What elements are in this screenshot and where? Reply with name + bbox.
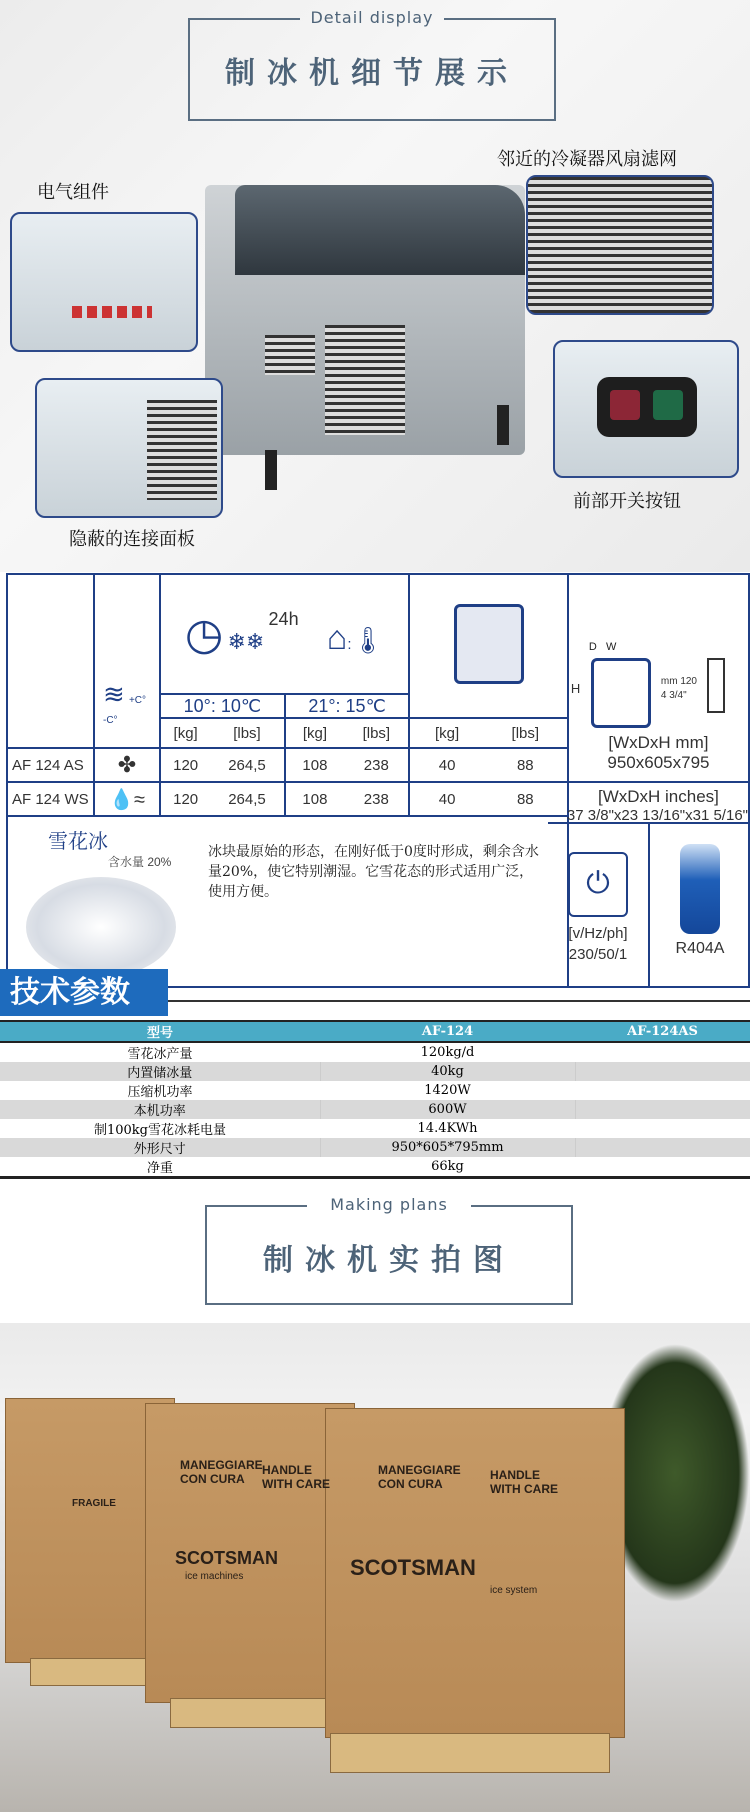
- cell: 108: [285, 782, 345, 816]
- unit: [kg]: [285, 718, 345, 748]
- model-name: AF 124 WS: [7, 782, 94, 816]
- unit: [lbs]: [484, 718, 568, 748]
- dim-w: W: [606, 641, 617, 653]
- table-row: [0, 1100, 750, 1119]
- unit: [kg]: [409, 718, 483, 748]
- param-name: 本机功率: [0, 1100, 320, 1119]
- detail-title: 制冰机细节展示: [225, 56, 519, 91]
- connection-panel-image: [35, 378, 223, 518]
- param-name: 制100kg雪花冰耗电量: [0, 1119, 320, 1138]
- param-name: 雪花冰产量: [0, 1042, 320, 1062]
- param-name: 净重: [0, 1157, 320, 1178]
- electrical-component-image: [10, 212, 198, 352]
- storage-bin-icon: [454, 604, 524, 684]
- table-row: [0, 1119, 750, 1138]
- param-name: 内置储冰量: [0, 1062, 320, 1081]
- dim-in-label: [WxDxH inches]: [597, 787, 719, 806]
- plans-title: 制冰机实拍图: [263, 1243, 515, 1278]
- dimension-diagram: [569, 653, 748, 733]
- param-name: 压缩机功率: [0, 1081, 320, 1100]
- fan-icon: ✤: [94, 748, 160, 782]
- unit: [lbs]: [210, 718, 284, 748]
- param-value: 14.4KWh: [320, 1119, 575, 1138]
- detail-title-box: [188, 8, 556, 121]
- thermometer-tap-icon: 🌡: [351, 624, 385, 655]
- box-text: ice system: [490, 1585, 538, 1596]
- cell: 238: [344, 782, 409, 816]
- refrigerant-cylinder-icon: [680, 844, 720, 934]
- plans-subtitle: Making plans: [330, 1195, 448, 1214]
- temp-minus: -C°: [103, 715, 118, 726]
- label-condenser: 邻近的冷凝器风扇滤网: [497, 149, 677, 170]
- box-text: MANEGGIARE CON CURA: [378, 1463, 461, 1491]
- condition-2: 21°: 15℃: [285, 694, 410, 718]
- unit: [lbs]: [344, 718, 409, 748]
- refrigerant-value: R404A: [675, 940, 725, 957]
- param-value: 40kg: [320, 1062, 575, 1081]
- cell: 264,5: [210, 748, 284, 782]
- condenser-filter-image: [526, 175, 714, 315]
- param-value: 600W: [320, 1100, 575, 1119]
- house-temp-icon: ⌂: [326, 618, 348, 657]
- box-text: HANDLE WITH CARE: [490, 1468, 558, 1496]
- ice-description: 冰块最原始的形态，在刚好低于0度时形成，剩余含水量20%，使它特别潮湿。它雪花态的形式适用广泛，使用方便。: [208, 844, 539, 900]
- dim-mm-label: [WxDxH mm]: [608, 733, 709, 752]
- evaporator-icon: ≋: [103, 679, 125, 709]
- box-text: FRAGILE: [72, 1498, 116, 1509]
- cell: 120: [160, 748, 210, 782]
- front-switch-image: [553, 340, 739, 478]
- water-icon: 💧≈: [94, 782, 160, 816]
- water-content: 含水量 20%: [108, 855, 172, 869]
- label-electrical: 电气组件: [37, 182, 109, 203]
- table-row: [0, 1062, 750, 1081]
- detail-subtitle: Detail display: [310, 8, 434, 27]
- param-value: 950*605*795mm: [320, 1138, 575, 1157]
- params-table: [0, 1020, 750, 1179]
- box-text: MANEGGIARE CON CURA: [180, 1458, 263, 1486]
- dim-mm-value: 950x605x795: [607, 753, 710, 772]
- header-cell: AF-124AS: [575, 1021, 750, 1042]
- dim-in-value: 37 3/8"x23 13/16"x31 5/16": [566, 807, 748, 824]
- cell: 238: [344, 748, 409, 782]
- dim-h: H: [570, 681, 581, 696]
- cell: 108: [285, 748, 345, 782]
- label-24h: 24h: [268, 608, 299, 629]
- label-panel: 隐蔽的连接面板: [69, 529, 195, 550]
- cell: 120: [160, 782, 210, 816]
- table-row: [0, 1157, 750, 1178]
- param-value: 66kg: [320, 1157, 575, 1178]
- temp-plus: +C°: [128, 695, 147, 706]
- header-cell: AF-124: [320, 1021, 575, 1042]
- detail-section: [0, 0, 750, 572]
- box-text: SCOTSMAN: [350, 1555, 476, 1580]
- tech-params-tab: 技术参数: [0, 969, 168, 1016]
- box-text: HANDLE WITH CARE: [262, 1463, 330, 1491]
- power-label: [v/Hz/ph]: [568, 925, 628, 942]
- box-text: SCOTSMAN: [175, 1548, 278, 1568]
- table-row: [0, 1042, 750, 1062]
- cell: 88: [484, 748, 568, 782]
- unit: [kg]: [160, 718, 210, 748]
- condition-1: 10°: 10℃: [160, 694, 285, 718]
- cell: 40: [409, 748, 483, 782]
- table-row: [0, 1081, 750, 1100]
- ice-pile-icon: ❄❄: [227, 628, 265, 654]
- param-value: 120kg/d: [320, 1042, 575, 1062]
- leg-in: 4 3/4": [660, 690, 687, 701]
- ice-type-name: 雪花冰: [48, 831, 108, 853]
- power-value: 230/50/1: [568, 946, 628, 963]
- dim-d: D: [588, 641, 597, 653]
- param-value: 1420W: [320, 1081, 575, 1100]
- table-row: [0, 1138, 750, 1157]
- plug-icon: ⏻: [568, 852, 628, 917]
- plans-title-box: [205, 1195, 573, 1305]
- refrigerant-cell: [650, 822, 750, 988]
- param-name: 外形尺寸: [0, 1138, 320, 1157]
- label-switch: 前部开关按钮: [573, 491, 681, 512]
- table-row: [7, 782, 749, 816]
- model-name: AF 124 AS: [7, 748, 94, 782]
- cell: 40: [409, 782, 483, 816]
- clock-icon: ◷: [184, 609, 224, 659]
- flake-ice-image: [26, 877, 176, 977]
- box-text: ice machines: [185, 1571, 244, 1582]
- cell: 264,5: [210, 782, 284, 816]
- power-cell: [548, 822, 650, 988]
- ice-machine-image: [205, 185, 525, 455]
- packed-machines-photo: [0, 1323, 750, 1812]
- header-cell: 型号: [0, 1021, 320, 1042]
- cell: 88: [484, 782, 568, 816]
- leg-mm: mm 120: [660, 676, 697, 687]
